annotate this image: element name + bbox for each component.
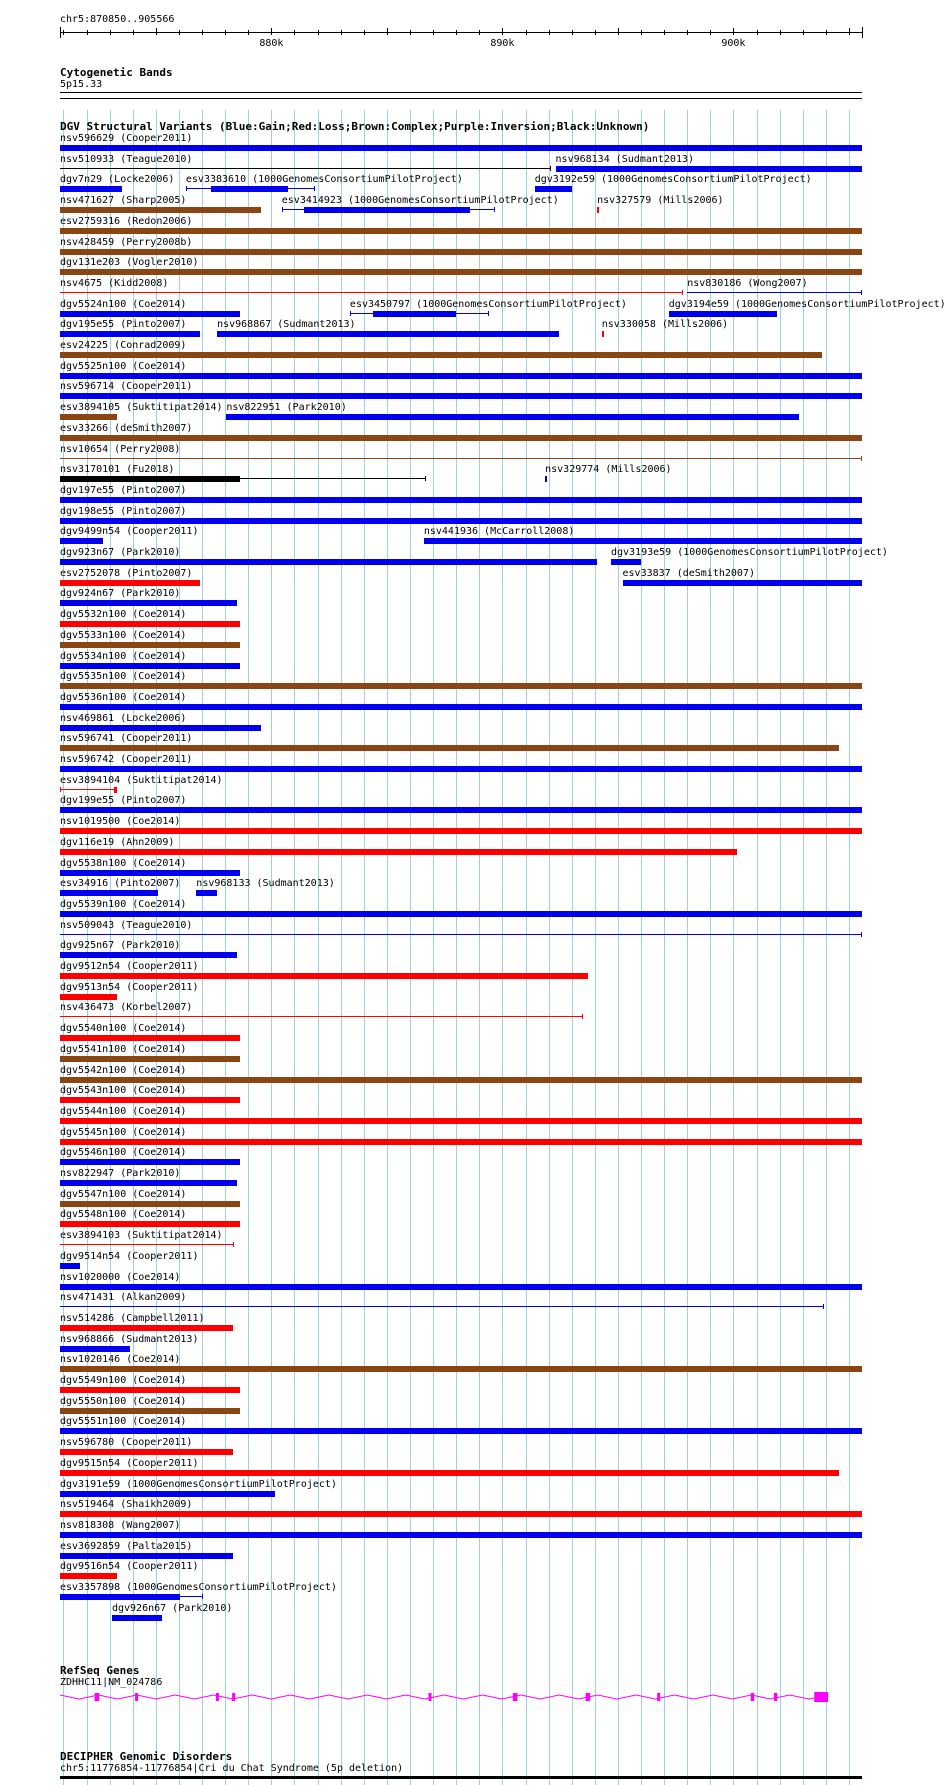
- sv-label[interactable]: dgv5532n100 (Coe2014): [60, 609, 187, 621]
- sv-bar[interactable]: [60, 621, 240, 627]
- sv-start-cap[interactable]: [282, 207, 283, 212]
- sv-label[interactable]: esv3894104 (Suktitipat2014): [60, 774, 223, 786]
- sv-label[interactable]: dgv195e55 (Pinto2007): [60, 319, 187, 331]
- sv-end-cap[interactable]: [861, 290, 862, 295]
- sv-bar[interactable]: [60, 518, 862, 524]
- sv-bar[interactable]: [196, 890, 217, 896]
- sv-bar[interactable]: [611, 559, 641, 565]
- sv-label[interactable]: esv34916 (Pinto2007): [60, 878, 181, 890]
- sv-bar[interactable]: [60, 1139, 862, 1145]
- sv-bar[interactable]: [60, 890, 158, 896]
- sv-line[interactable]: [60, 292, 683, 293]
- sv-start-cap[interactable]: [350, 311, 351, 316]
- sv-label[interactable]: nsv514286 (Campbell2011): [60, 1312, 205, 1324]
- sv-label[interactable]: dgv9499n54 (Cooper2011): [60, 526, 199, 538]
- sv-label[interactable]: nsv509043 (Teague2010): [60, 919, 193, 931]
- sv-label[interactable]: dgv5533n100 (Coe2014): [60, 629, 187, 641]
- gene-exon[interactable]: [814, 1692, 828, 1702]
- sv-bar[interactable]: [112, 1615, 162, 1621]
- sv-label[interactable]: dgv5551n100 (Coe2014): [60, 1416, 187, 1428]
- sv-line[interactable]: [60, 458, 862, 459]
- sv-bar[interactable]: [60, 249, 862, 255]
- sv-label[interactable]: nsv330058 (Mills2006): [601, 319, 729, 331]
- sv-bar[interactable]: [623, 580, 862, 586]
- sv-bar[interactable]: [60, 1056, 240, 1062]
- sv-label[interactable]: dgv5550n100 (Coe2014): [60, 1395, 187, 1407]
- refseq-gene-label[interactable]: ZDHHC11|NM_024786: [60, 1677, 163, 1688]
- sv-bar[interactable]: [60, 828, 862, 834]
- cytoband-label: 5p15.33: [60, 79, 103, 90]
- gene-exon[interactable]: [428, 1693, 431, 1701]
- ruler-tick-label: 880k: [259, 38, 284, 49]
- sv-label[interactable]: nsv469861 (Locke2006): [60, 712, 187, 724]
- sv-bar[interactable]: [60, 1097, 240, 1103]
- sv-bar[interactable]: [60, 952, 237, 958]
- sv-label[interactable]: dgv5542n100 (Coe2014): [60, 1064, 187, 1076]
- sv-label[interactable]: nsv329774 (Mills2006): [545, 464, 672, 476]
- region-label: chr5:870850..905566: [60, 14, 175, 25]
- sv-bar[interactable]: [60, 373, 862, 379]
- sv-bar[interactable]: [60, 145, 862, 151]
- sv-label[interactable]: nsv1019500 (Coe2014): [60, 816, 181, 828]
- sv-bar[interactable]: [60, 1263, 80, 1269]
- sv-label[interactable]: nsv471627 (Sharp2005): [60, 195, 187, 207]
- sv-bar[interactable]: [60, 1346, 130, 1352]
- sv-label[interactable]: dgv926n67 (Park2010): [111, 1602, 233, 1614]
- sv-label[interactable]: dgv9514n54 (Cooper2011): [60, 1250, 199, 1262]
- sv-bar[interactable]: [60, 973, 588, 979]
- sv-bar[interactable]: [60, 683, 862, 689]
- sv-label[interactable]: dgv5524n100 (Coe2014): [60, 298, 187, 310]
- sv-bar[interactable]: [60, 393, 862, 399]
- sv-bar[interactable]: [535, 186, 572, 192]
- sv-label[interactable]: dgv5541n100 (Coe2014): [60, 1043, 187, 1055]
- sv-bar[interactable]: [60, 1284, 862, 1290]
- sv-bar[interactable]: [424, 538, 862, 544]
- sv-bar[interactable]: [304, 207, 470, 213]
- sv-label[interactable]: nsv822947 (Park2010): [60, 1168, 181, 1179]
- refseq-track-title: RefSeq Genes: [60, 1664, 140, 1677]
- sv-label[interactable]: dgv9516n54 (Cooper2011): [60, 1561, 199, 1573]
- sv-bar[interactable]: [545, 476, 547, 482]
- sv-bar[interactable]: [60, 994, 117, 1000]
- sv-bar[interactable]: [60, 807, 862, 813]
- sv-bar[interactable]: [60, 1573, 117, 1579]
- sv-bar[interactable]: [60, 1470, 839, 1476]
- sv-bar[interactable]: [114, 787, 116, 793]
- sv-label[interactable]: esv3692859 (Palta2015): [60, 1540, 193, 1552]
- sv-bar[interactable]: [60, 1428, 862, 1434]
- sv-label[interactable]: nsv4675 (Kidd2008): [60, 277, 169, 289]
- sv-label[interactable]: nsv596714 (Cooper2011): [60, 381, 193, 393]
- sv-label[interactable]: nsv428459 (Perry2008b): [60, 236, 193, 248]
- sv-bar[interactable]: [60, 1077, 862, 1083]
- sv-label[interactable]: esv33266 (deSmith2007): [60, 422, 193, 434]
- sv-bar[interactable]: [60, 476, 240, 482]
- sv-label[interactable]: dgv197e55 (Pinto2007): [60, 484, 187, 496]
- sv-label[interactable]: nsv968867 (Sudmant2013): [217, 319, 356, 331]
- sv-label[interactable]: dgv3193e59 (1000GenomesConsortiumPilotProject): [610, 547, 888, 558]
- sv-bar[interactable]: [60, 1491, 275, 1497]
- sv-label[interactable]: dgv5545n100 (Coe2014): [60, 1126, 187, 1138]
- sv-label[interactable]: dgv5525n100 (Coe2014): [60, 360, 187, 372]
- sv-bar[interactable]: [60, 1221, 240, 1227]
- sv-bar[interactable]: [217, 331, 559, 337]
- gene-exon[interactable]: [232, 1693, 235, 1701]
- sv-label[interactable]: dgv7n29 (Locke2006): [60, 174, 175, 186]
- sv-label[interactable]: dgv5544n100 (Coe2014): [60, 1105, 187, 1117]
- sv-label[interactable]: dgv131e203 (Vogler2010): [60, 257, 199, 269]
- sv-label[interactable]: dgv9513n54 (Cooper2011): [60, 981, 199, 993]
- sv-bar[interactable]: [60, 580, 200, 586]
- sv-label[interactable]: dgv3191e59 (1000GenomesConsortiumPilotProject): [60, 1478, 337, 1490]
- sv-bar[interactable]: [60, 1387, 240, 1393]
- sv-line[interactable]: [60, 168, 551, 169]
- sv-end-cap[interactable]: [682, 290, 683, 295]
- sv-bar[interactable]: [60, 331, 200, 337]
- gene-exon[interactable]: [774, 1693, 777, 1701]
- sv-bar[interactable]: [60, 849, 737, 855]
- sv-bar[interactable]: [556, 166, 862, 172]
- sv-start-cap[interactable]: [186, 186, 187, 191]
- gene-exon[interactable]: [95, 1693, 100, 1701]
- sv-bar[interactable]: [602, 331, 604, 337]
- ruler-tick-label: 900k: [721, 38, 746, 49]
- sv-label[interactable]: dgv5538n100 (Coe2014): [60, 857, 187, 869]
- sv-label[interactable]: esv2759316 (Redon2006): [60, 215, 193, 227]
- sv-label[interactable]: nsv519464 (Shaikh2009): [60, 1499, 193, 1511]
- sv-label[interactable]: dgv925n67 (Park2010): [60, 940, 181, 952]
- sv-end-cap[interactable]: [488, 311, 489, 316]
- sv-line[interactable]: [60, 1244, 234, 1245]
- sv-bar[interactable]: [60, 1553, 233, 1559]
- sv-label[interactable]: esv24225 (Conrad2009): [60, 340, 187, 351]
- sv-bar[interactable]: [60, 1035, 240, 1041]
- sv-label[interactable]: esv2752078 (Pinto2007): [60, 567, 193, 579]
- decipher-feature[interactable]: [60, 1776, 862, 1779]
- sv-end-cap[interactable]: [494, 207, 495, 212]
- gene-exon[interactable]: [135, 1693, 138, 1701]
- sv-label[interactable]: dgv198e55 (Pinto2007): [60, 505, 187, 517]
- sv-label[interactable]: esv3894105 (Suktitipat2014): [60, 402, 223, 414]
- sv-bar[interactable]: [60, 911, 862, 917]
- sv-bar[interactable]: [60, 269, 862, 275]
- sv-label[interactable]: nsv596742 (Cooper2011): [60, 754, 193, 765]
- sv-end-cap[interactable]: [550, 166, 551, 171]
- sv-bar[interactable]: [60, 311, 240, 317]
- sv-bar[interactable]: [60, 435, 862, 441]
- sv-label[interactable]: nsv1020146 (Coe2014): [60, 1354, 181, 1366]
- sv-bar[interactable]: [60, 1532, 862, 1538]
- sv-end-cap[interactable]: [314, 186, 315, 191]
- sv-label[interactable]: nsv471431 (Alkan2009): [60, 1292, 187, 1304]
- sv-label[interactable]: nsv968134 (Sudmant2013): [555, 153, 695, 165]
- sv-end-cap[interactable]: [823, 1304, 824, 1309]
- gene-exon[interactable]: [216, 1693, 219, 1701]
- sv-label[interactable]: esv3357898 (1000GenomesConsortiumPilotProject): [60, 1582, 337, 1593]
- sv-bar[interactable]: [60, 414, 117, 420]
- sv-start-cap[interactable]: [60, 787, 61, 792]
- sv-label[interactable]: dgv924n67 (Park2010): [60, 588, 181, 600]
- sv-label[interactable]: dgv5547n100 (Coe2014): [60, 1188, 187, 1200]
- sv-bar[interactable]: [597, 207, 599, 213]
- sv-label[interactable]: nsv968133 (Sudmant2013): [196, 878, 335, 890]
- sv-label[interactable]: dgv116e19 (Ahn2009): [60, 836, 175, 848]
- sv-label[interactable]: dgv5535n100 (Coe2014): [60, 671, 187, 683]
- sv-label[interactable]: nsv818308 (Wang2007): [60, 1519, 181, 1531]
- sv-label[interactable]: dgv5534n100 (Coe2014): [60, 650, 187, 662]
- sv-label[interactable]: nsv830186 (Wong2007): [687, 277, 808, 289]
- sv-bar[interactable]: [60, 600, 237, 606]
- decipher-track-title: DECIPHER Genomic Disorders: [60, 1750, 233, 1763]
- sv-bar[interactable]: [60, 766, 862, 772]
- sv-end-cap[interactable]: [202, 1594, 203, 1599]
- sv-bar[interactable]: [669, 311, 778, 317]
- refseq-gene-model[interactable]: [0, 1688, 890, 1706]
- sv-bar[interactable]: [60, 1366, 862, 1372]
- sv-label[interactable]: dgv5536n100 (Coe2014): [60, 691, 187, 703]
- sv-end-cap[interactable]: [861, 456, 862, 461]
- sv-bar[interactable]: [60, 186, 122, 192]
- sv-line[interactable]: [687, 292, 862, 293]
- sv-bar[interactable]: [60, 704, 862, 710]
- gene-exon[interactable]: [586, 1693, 591, 1701]
- sv-bar[interactable]: [60, 352, 822, 358]
- sv-bar[interactable]: [211, 186, 287, 192]
- sv-label[interactable]: esv33837 (deSmith2007): [622, 567, 755, 579]
- sv-label[interactable]: nsv10654 (Perry2008): [60, 443, 181, 455]
- sv-bar[interactable]: [60, 1594, 180, 1600]
- sv-label[interactable]: nsv436473 (Korbel2007): [60, 1002, 193, 1014]
- ruler-tick-label: 890k: [490, 38, 515, 49]
- sv-label[interactable]: esv3894103 (Suktitipat2014): [60, 1230, 223, 1242]
- sv-label[interactable]: dgv5543n100 (Coe2014): [60, 1085, 187, 1097]
- sv-label[interactable]: dgv5539n100 (Coe2014): [60, 898, 187, 910]
- sv-label[interactable]: dgv3194e59 (1000GenomesConsortiumPilotProject): [668, 298, 946, 310]
- sv-label[interactable]: dgv5540n100 (Coe2014): [60, 1023, 187, 1035]
- gene-exon[interactable]: [751, 1693, 754, 1701]
- sv-bar[interactable]: [60, 1180, 237, 1186]
- sv-bar[interactable]: [60, 1159, 240, 1165]
- sv-label[interactable]: dgv9512n54 (Cooper2011): [60, 961, 199, 972]
- sv-line[interactable]: [60, 1016, 583, 1017]
- sv-bar[interactable]: [60, 497, 862, 503]
- sv-bar[interactable]: [60, 228, 862, 234]
- sv-label[interactable]: esv3383610 (1000GenomesConsortiumPilotProject): [185, 174, 463, 186]
- sv-label[interactable]: dgv923n67 (Park2010): [60, 547, 181, 558]
- sv-label[interactable]: esv3450797 (1000GenomesConsortiumPilotProject): [349, 298, 627, 310]
- sv-bar[interactable]: [226, 414, 799, 420]
- sv-end-cap[interactable]: [582, 1014, 583, 1019]
- sv-line[interactable]: [60, 934, 862, 935]
- sv-bar[interactable]: [60, 559, 597, 565]
- sv-bar[interactable]: [373, 311, 456, 317]
- sv-bar[interactable]: [60, 663, 240, 669]
- sv-label[interactable]: nsv1020000 (Coe2014): [60, 1271, 181, 1283]
- sv-bar[interactable]: [60, 207, 261, 213]
- sv-label[interactable]: dgv3192e59 (1000GenomesConsortiumPilotProject): [534, 174, 812, 186]
- sv-label[interactable]: nsv441936 (McCarroll2008): [423, 526, 575, 538]
- sv-bar[interactable]: [60, 1449, 233, 1455]
- sv-line[interactable]: [60, 1306, 824, 1307]
- sv-line[interactable]: [60, 789, 117, 790]
- sv-label[interactable]: nsv510933 (Teague2010): [60, 153, 193, 165]
- gene-exon[interactable]: [657, 1693, 660, 1701]
- sv-bar[interactable]: [60, 538, 103, 544]
- cytoband-track-title: Cytogenetic Bands: [60, 66, 173, 79]
- sv-end-cap[interactable]: [861, 932, 862, 937]
- sv-bar[interactable]: [60, 870, 240, 876]
- sv-bar[interactable]: [60, 1408, 240, 1414]
- sv-label[interactable]: esv3414923 (1000GenomesConsortiumPilotProject): [281, 195, 559, 207]
- decipher-label[interactable]: chr5:11776854-11776854|Cri du Chat Syndrome (5p deletion): [60, 1763, 404, 1774]
- sv-end-cap[interactable]: [425, 476, 426, 481]
- sv-bar[interactable]: [60, 1201, 240, 1207]
- sv-bar[interactable]: [60, 642, 240, 648]
- sv-label[interactable]: nsv968866 (Sudmant2013): [60, 1333, 199, 1345]
- sv-label[interactable]: nsv596629 (Cooper2011): [60, 133, 193, 144]
- sv-label[interactable]: nsv596741 (Cooper2011): [60, 733, 193, 745]
- sv-bar[interactable]: [60, 1325, 233, 1331]
- sv-label[interactable]: dgv5549n100 (Coe2014): [60, 1375, 187, 1386]
- sv-bar[interactable]: [60, 725, 261, 731]
- sv-bar[interactable]: [60, 745, 839, 751]
- sv-label[interactable]: dgv5546n100 (Coe2014): [60, 1147, 187, 1159]
- sv-label[interactable]: nsv596780 (Cooper2011): [60, 1437, 193, 1449]
- gene-intron-line[interactable]: [60, 1695, 828, 1699]
- sv-label[interactable]: nsv327579 (Mills2006): [597, 195, 724, 207]
- sv-label[interactable]: dgv9515n54 (Cooper2011): [60, 1457, 199, 1469]
- sv-label[interactable]: nsv3170101 (Fu2018): [60, 464, 175, 476]
- sv-bar[interactable]: [60, 1118, 862, 1124]
- sv-label[interactable]: nsv822951 (Park2010): [226, 402, 347, 414]
- gene-exon[interactable]: [513, 1693, 518, 1701]
- sv-label[interactable]: dgv5548n100 (Coe2014): [60, 1209, 187, 1221]
- dgv-track-title: DGV Structural Variants (Blue:Gain;Red:Loss;Brown:Complex;Purple:Inversion;Black:Unknown): [60, 120, 650, 133]
- sv-label[interactable]: dgv199e55 (Pinto2007): [60, 795, 187, 807]
- sv-bar[interactable]: [60, 1511, 862, 1517]
- sv-end-cap[interactable]: [233, 1242, 234, 1247]
